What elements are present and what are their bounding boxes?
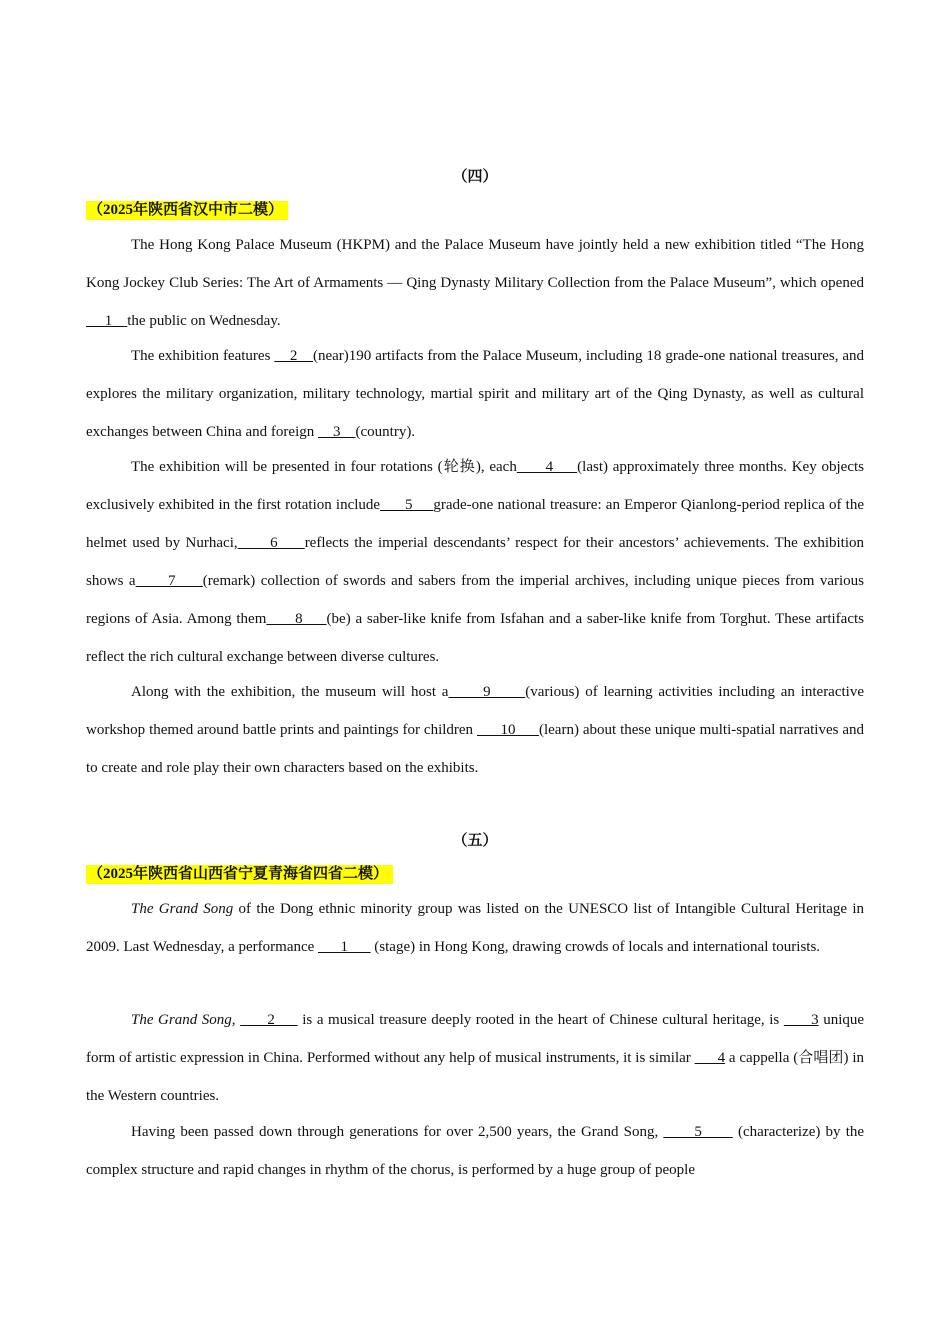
text-run: (be) a saber-like knife from Isfahan and a saber-like knife from Torghut. These artifacts reflect the rich cultural exchange between diverse cultures. bbox=[86, 611, 864, 665]
blank-2: 2 bbox=[274, 348, 313, 364]
text-run: Having been passed down through generations for over 2,500 years, the Grand Song, bbox=[131, 1124, 664, 1140]
blank-7: 7 bbox=[135, 573, 203, 589]
text-run: (learn) about these unique multi-spatial narratives and to create and role play their own characters based on the exhibits. bbox=[86, 722, 865, 776]
blank-1: 1 bbox=[86, 313, 128, 329]
section-4-paragraph-3 bbox=[86, 448, 864, 676]
section-5-paragraph-3 bbox=[86, 1113, 864, 1189]
text-run: The exhibition features bbox=[131, 348, 275, 364]
text-run: (stage) in Hong Kong, drawing crowds of locals and international tourists. bbox=[370, 939, 821, 955]
blank-5: 5 bbox=[663, 1124, 733, 1140]
text-run: The exhibition will be presented in four rotations (轮换), each bbox=[131, 459, 517, 475]
section-5-paragraph-2 bbox=[86, 1001, 864, 1115]
blank-6: 6 bbox=[237, 535, 305, 551]
text-run: the public on Wednesday. bbox=[127, 313, 281, 329]
song-title: The Grand Song bbox=[131, 1012, 232, 1028]
text-run: Along with the exhibition, the museum will host a bbox=[131, 684, 449, 700]
blank-3: 3 bbox=[318, 424, 356, 440]
text-run: (near)190 artifacts from the Palace Museum, including 18 grade-one national treasures, and explores the military organization, military technology, martial spirit and military art of the Qing Dynasty, as well as cultural exchanges between China and foreign bbox=[86, 348, 864, 440]
text-run: (last) approximately three months. Key objects exclusively exhibited in the first rotation include bbox=[86, 459, 864, 513]
text-run: is a musical treasure deeply rooted in the heart of Chinese cultural heritage, is bbox=[297, 1012, 784, 1028]
song-title: The Grand Song bbox=[131, 901, 234, 917]
blank-10: 10 bbox=[476, 722, 539, 738]
blank-1: 1 bbox=[318, 939, 371, 955]
blank-4: 4 bbox=[694, 1050, 726, 1066]
section-4-paragraph-1 bbox=[86, 226, 864, 340]
text-run: of the Dong ethnic minority group was listed on the UNESCO list of Intangible Cultural Heritage in 2009. Last Wednesday, a performance bbox=[86, 901, 865, 955]
text-run: a cappella (合唱团) in the Western countries. bbox=[86, 1050, 864, 1104]
blank-8: 8 bbox=[266, 611, 327, 627]
text-run: , bbox=[231, 1012, 241, 1028]
section-5-paragraph-1 bbox=[86, 890, 864, 966]
blank-2: 2 bbox=[240, 1012, 298, 1028]
blank-3: 3 bbox=[783, 1012, 819, 1028]
text-run: reflects the imperial descendants’ respect for their ancestors’ achievements. The exhibition shows a bbox=[86, 535, 865, 589]
section-4-paragraph-2 bbox=[86, 337, 864, 451]
text-run: (various) of learning activities including an interactive workshop themed around battle prints and paintings for children bbox=[86, 684, 864, 738]
text-run: (remark) collection of swords and sabers from the imperial archives, including unique pieces from various regions of Asia. Among them bbox=[86, 573, 864, 627]
blank-9: 9 bbox=[448, 684, 526, 700]
section-4-title: （四） bbox=[452, 169, 498, 185]
section-5-title: （五） bbox=[452, 833, 498, 849]
blank-5: 5 bbox=[380, 497, 434, 513]
text-run: grade-one national treasure: an Emperor Qianlong-period replica of the helmet used by Nurhaci, bbox=[86, 497, 864, 551]
text-run: unique form of artistic expression in China. Performed without any help of musical instruments, it is similar bbox=[86, 1012, 865, 1066]
text-run: (characterize) by the complex structure and rapid changes in rhythm of the chorus, is performed by a huge group of people bbox=[86, 1124, 865, 1178]
section-5-source-label: （2025年陕西省山西省宁夏青海省四省二模） bbox=[86, 865, 393, 884]
section-4-source-label: （2025年陕西省汉中市二模） bbox=[86, 201, 288, 220]
section-4-paragraph-4 bbox=[86, 673, 864, 787]
blank-4: 4 bbox=[516, 459, 578, 475]
text-run: (country). bbox=[355, 424, 416, 440]
text-run: The Hong Kong Palace Museum (HKPM) and the Palace Museum have jointly held a new exhibition titled “The Hong Kong Jockey Club Series: The Art of Armaments — Qing Dynasty Military Collection from the Palace Museum”, which opened bbox=[86, 237, 864, 291]
